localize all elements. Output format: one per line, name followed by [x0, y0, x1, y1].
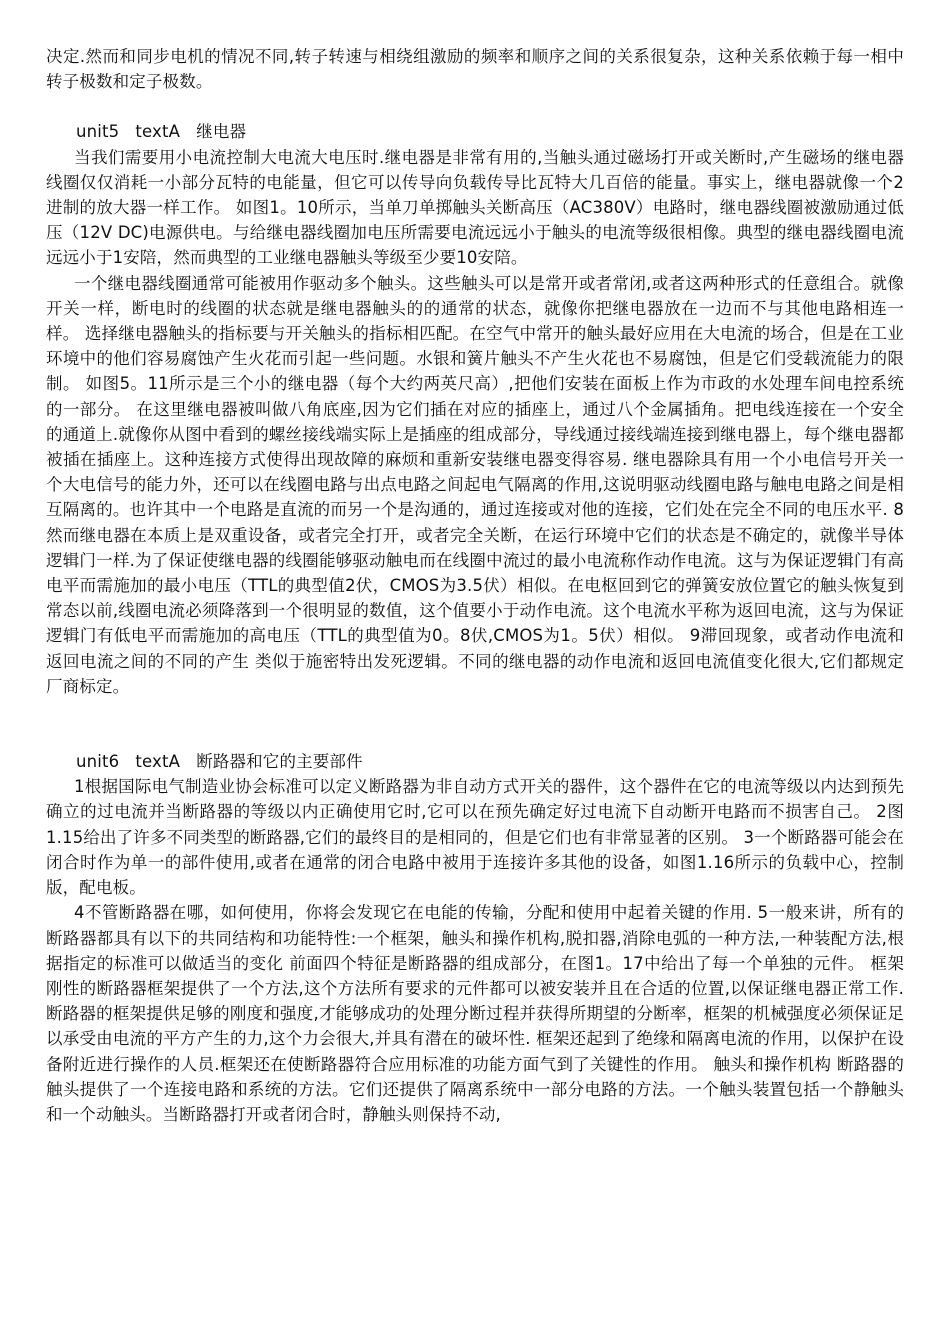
unit5-paragraph-2: 一个继电器线圈通常可能被用作驱动多个触头。这些触头可以是常开或者常闭,或者这两种形式的任意组合。就像开关一样，断电时的线圈的状态就是继电器触头的的通常的状态，就像你把继电器放在一边而不与其他电路相连一样。 选择继电器触头的指标要与开关触头的指标相匹配。在空气中常开的触头最好应用在大电流的场合，但是在工业环境中的他们容易腐蚀产生火花而引起一些问题。水银和簧片触头不产生火花也不易腐蚀，但是它们受载流能力的限制。 如图5。11所示是三个小的继电器（每个大约两英尺高）,把他们安装在面板上作为市政的水处理车间电控系统的一部分。 在这里继电器被叫做八角底座,因为它们插在对应的插座上，通过八个金属插角。把电线连接在一个安全的通道上.就像你从图中看到的螺丝接线端实际上是插座的组成部分，导线通过接线端连接到继电器上，每个继电器都被插在插座上。这种连接方式使得出现故障的麻烦和重新安装继电器变得容易. 继电器除具有用一个小电信号开关一个大电信号的能力外，还可以在线圈电路与出点电路之间起电气隔离的作用,这说明驱动线圈电路与触电电路之间是相互隔离的。也许其中一个电路是直流的而另一个是沟通的，通过连接或对他的连接，它们处在完全不同的电压水平. 8然而继电器在本质上是双重设备，或者完全打开，或者完全关断，在运行环境中它们的状态是不确定的，就像半导体逻辑门一样.为了保证使继电器的线圈能够驱动触电而在线圈中流过的最小电流称作动作电流。这与为保证逻辑门有高电平而需施加的最小电压（TTL的典型值2伏，CMOS为3.5伏）相似。在电枢回到它的弹簧安放位置它的触头恢复到常态以前,线圈电流必须降落到一个很明显的数值，这个值要小于动作电流。这个电流水平称为返回电流，这与为保证逻辑门有低电平而需施加的高电压（TTL的典型值为0。8伏,CMOS为1。5伏）相似。 9滞回现象，或者动作电流和返回电流之间的不同的产生 类似于施密特出发死逻辑。不同的继电器的动作电流和返回电流值变化很大,它们都规定厂商标定。 — [46, 273, 904, 696]
document-page — [46, 44, 904, 1127]
unit6-paragraph-2: 4不管断路器在哪，如何使用，你将会发现它在电能的传输，分配和使用中起着关键的作用. 5一般来讲，所有的断路器都具有以下的共同结构和功能特性:一个框架，触头和操作机构,脱扣器,消除电弧的一种方法,一种装配方法,根据指定的标准可以做适当的变化 前面四个特征是断路器的组成部分，在图1。17中给出了每一个单独的元件。 框架 刚性的断路器框架提供了一个方法,这个方法所有要求的元件都可以被安装并且在合适的位置,以保证继电器正常工作. 断路器的框架提供足够的刚度和强度,才能够成功的处理分断过程并获得所期望的分断率，框架的机械强度必须保证足以承受由电流的平方产生的力,这个力会很大,并具有潜在的破坏性. 框架还起到了绝缘和隔离电流的作用，以保护在设备附近进行操作的人员.框架还在使断路器符合应用标准的功能方面气到了关键性的作用。 触头和操作机构 断路器的触头提供了一个连接电路和系统的方法。它们还提供了隔离系统中一部分电路的方法。一个触头装置包括一个静触头和一个动触头。当断路器打开或者闭合时，静触头则保持不动, — [46, 903, 904, 1124]
unit6-paragraph-1: 1根据国际电气制造业协会标准可以定义断路器为非自动方式开关的器件，这个器件在它的电流等级以内达到预先确立的过电流并当断路器的等级以内正确使用它时,它可以在预先确定好过电流下自动断开电路而不损害自己。 2图1.15给出了许多不同类型的断路器,它们的最终目的是相同的，但是它们也有非常显著的区别。 3一个断路器可能会在闭合时作为单一的部件使用,或者在通常的闭合电路中被用于连接许多其他的设备，如图1.16所示的负载中心，控制版，配电板。 — [46, 777, 904, 898]
unit5-heading: unit5 textA 继电器 — [76, 122, 247, 142]
blank-line — [46, 699, 904, 749]
unit5-paragraph-1: 当我们需要用小电流控制大电流大电压时.继电器是非常有用的,当触头通过磁场打开或关断时,产生磁场的继电器线圈仅仅消耗一小部分瓦特的电能量，但它可以传导向负载传导比瓦特大几百倍的能量。事实上，继电器就像一个2进制的放大器一样工作。 如图1。10所示，当单刀单掷触头关断高压（AC380V）电路时，继电器线圈被激励通过低压（12V DC)电源供电。与给继电器线圈加电压所需要电流远远小于触头的电流等级很相像。典型的继电器线圈电流远远小于1安陪，然而典型的工业继电器触头等级至少要10安陪。 — [46, 147, 904, 268]
unit6-heading: unit6 textA 断路器和它的主要部件 — [76, 752, 363, 772]
intro-paragraph: 决定.然而和同步电机的情况不同,转子转速与相绕组激励的频率和顺序之间的关系很复杂，这种关系依赖于每一相中转子极数和定子极数。 — [46, 47, 904, 92]
blank-line — [46, 94, 904, 119]
